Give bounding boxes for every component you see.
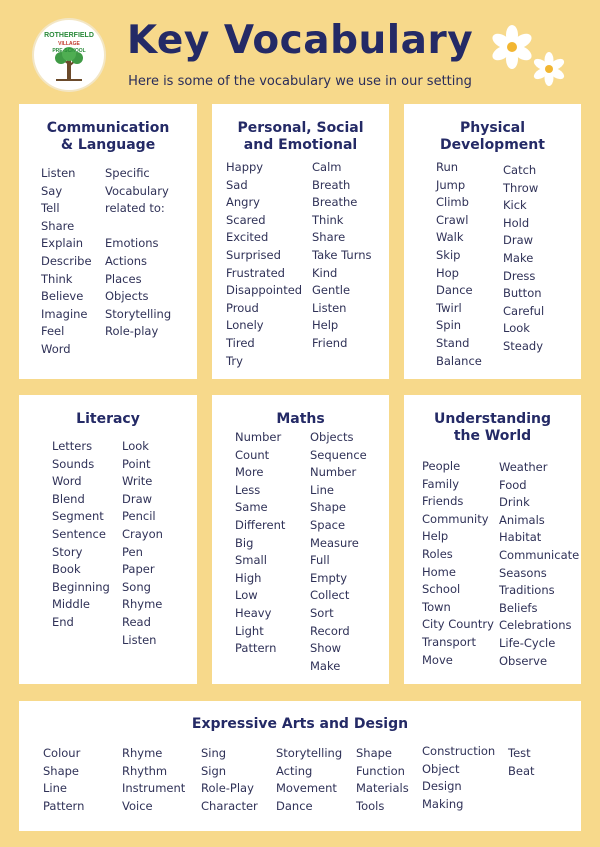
word-column (43, 745, 84, 815)
vocab-word: People (422, 459, 461, 473)
vocab-word: Frustrated (226, 265, 285, 280)
vocab-word: Movement (276, 781, 337, 796)
vocab-word: Sounds (52, 456, 95, 471)
vocab-word: Kind (312, 265, 338, 280)
vocab-word: Character (201, 798, 258, 813)
vocab-word: Family (422, 476, 460, 491)
vocab-word: Listen (312, 300, 347, 315)
vocab-word: Careful (503, 303, 545, 318)
vocab-word: Walk (436, 230, 464, 245)
vocab-word: Storytelling (276, 746, 343, 760)
vocab-word: Proud (226, 300, 259, 315)
vocab-word: Crawl (436, 212, 469, 227)
vocab-word: Kick (503, 198, 527, 213)
vocab-word: Empty (310, 570, 348, 585)
vocab-word: Make (310, 658, 341, 673)
vocab-word: Dance (276, 798, 313, 813)
vocab-word: Help (312, 318, 339, 333)
vocab-word: Instrument (122, 781, 186, 796)
card-communication-language (19, 104, 197, 379)
card-title: Literacy (76, 411, 140, 427)
vocab-word: Hold (503, 215, 530, 230)
vocab-word: Tools (356, 798, 385, 813)
vocab-word: Friends (422, 494, 464, 509)
vocab-word: Shape (310, 500, 347, 515)
vocab-word: Lonely (226, 318, 264, 333)
vocab-word: Number (235, 430, 282, 444)
vocab-word: Line (310, 482, 334, 497)
vocab-word: Object (422, 761, 460, 776)
vocab-word: Crayon (122, 526, 163, 541)
word-column (422, 458, 494, 669)
word-column (508, 745, 535, 780)
vocab-word: Role-Play (201, 781, 254, 796)
vocab-word: Town (422, 599, 451, 614)
vocab-word: Beat (508, 763, 535, 778)
vocab-word: Observe (499, 653, 548, 668)
vocab-word: Show (310, 641, 342, 656)
vocab-word: Small (235, 553, 267, 568)
vocab-word: Pencil (122, 509, 156, 524)
vocab-word: Look (503, 321, 530, 336)
word-column (276, 745, 342, 815)
vocab-word: Catch (503, 163, 537, 177)
vocab-word: Heavy (235, 605, 272, 620)
vocab-word: related to: (105, 201, 165, 216)
vocab-word: Surprised (226, 247, 281, 262)
vocab-word: Making (422, 796, 464, 811)
vocab-word: Point (122, 456, 151, 471)
word-column (41, 165, 92, 359)
vocab-word: Seasons (499, 565, 547, 580)
vocab-word: Breathe (312, 195, 358, 210)
vocab-word: Rhyme (122, 746, 163, 760)
vocab-word: Segment (52, 509, 104, 524)
vocab-word: Tired (226, 335, 255, 350)
vocab-word: Community (422, 511, 489, 526)
vocab-word: Listen (41, 166, 76, 180)
vocab-word: Function (356, 763, 405, 778)
vocab-word: Big (235, 535, 254, 550)
vocab-word: Food (499, 477, 527, 492)
vocab-word: Pen (122, 544, 143, 559)
vocab-word: Try (226, 353, 243, 368)
vocab-word: Jump (436, 177, 466, 192)
vocab-word: Animals (499, 512, 545, 527)
vocab-word: Share (41, 218, 75, 233)
vocab-word: Life-Cycle (499, 635, 556, 650)
vocab-word: Help (422, 529, 449, 544)
vocab-word: Communicate (499, 547, 580, 562)
word-column (356, 745, 409, 815)
card-physical-development (404, 104, 581, 379)
daisy-flowers-icon (485, 20, 575, 90)
vocab-word: Rhythm (122, 763, 168, 778)
vocab-word: Think (41, 271, 73, 286)
page-subtitle: Here is some of the vocabulary we use in our setting (128, 74, 472, 89)
vocab-word: Calm (312, 160, 342, 174)
vocab-word: Sequence (310, 447, 367, 462)
vocab-word: Story (52, 544, 83, 559)
vocab-word: Light (235, 623, 264, 638)
vocab-word: Happy (226, 160, 264, 174)
vocab-word: Word (52, 474, 82, 489)
vocab-word: Gentle (312, 283, 351, 298)
word-column (105, 165, 171, 341)
vocab-word: Explain (41, 236, 84, 251)
vocab-word: Drink (499, 495, 530, 510)
card-personal-social-emotional (212, 104, 389, 379)
vocab-word: School (422, 582, 461, 597)
vocab-word: Weather (499, 460, 548, 474)
word-column (52, 438, 110, 632)
vocab-word: Tell (41, 201, 60, 216)
vocab-word: High (235, 570, 262, 585)
vocab-word: Excited (226, 230, 269, 245)
vocab-word: Colour (43, 746, 81, 760)
card-literacy (19, 395, 197, 684)
vocab-word: Rhyme (122, 597, 163, 612)
vocab-word: Song (122, 579, 151, 594)
vocab-word: Space (310, 517, 346, 532)
vocab-word: Pattern (235, 641, 277, 656)
word-column (201, 745, 258, 815)
card-title: Expressive Arts and Design (191, 716, 409, 732)
vocab-word: Balance (436, 353, 482, 368)
vocab-word: Believe (41, 289, 84, 304)
vocab-word: Feel (41, 324, 65, 339)
vocab-word: Role-play (105, 324, 159, 339)
vocab-word: Read (122, 614, 151, 629)
vocab-word: Letters (52, 439, 93, 453)
word-column (310, 429, 367, 675)
vocab-word: Hop (436, 265, 459, 280)
word-column (499, 459, 579, 670)
vocab-word: Emotions (105, 236, 159, 251)
vocab-word: Sign (201, 763, 227, 778)
vocab-word: Collect (310, 588, 350, 603)
vocab-word: Celebrations (499, 618, 572, 633)
vocab-word: Low (235, 588, 258, 603)
vocab-word: End (52, 614, 74, 629)
vocab-word: Shape (356, 746, 393, 760)
vocab-word: Storytelling (105, 306, 172, 321)
vocab-word: Button (503, 286, 542, 301)
card-title: Understanding the World (433, 411, 551, 444)
vocab-word: Construction (422, 744, 496, 758)
vocab-word: City Country (422, 617, 494, 632)
vocab-word: Draw (503, 233, 534, 248)
vocab-word: Actions (105, 253, 148, 268)
vocab-word: Full (310, 553, 330, 568)
vocab-word: Pattern (43, 798, 85, 813)
vocab-word: Transport (422, 634, 476, 649)
vocab-word: Throw (503, 180, 539, 195)
vocab-word: Voice (122, 798, 153, 813)
vocab-word: Home (422, 564, 456, 579)
vocab-word: Friend (312, 335, 348, 350)
page-title: Key Vocabulary (126, 18, 474, 63)
vocab-word: Line (43, 781, 67, 796)
vocab-word: Specific (105, 166, 150, 180)
vocab-word: Middle (52, 597, 90, 612)
vocab-word: Twirl (436, 300, 462, 315)
vocab-word: Habitat (499, 530, 542, 545)
word-column (122, 438, 163, 649)
vocab-word: Spin (436, 318, 462, 333)
vocab-word: Think (312, 212, 344, 227)
vocab-word: Count (235, 447, 270, 462)
logo-line2: VILLAGE (58, 41, 80, 47)
vocab-word: Skip (436, 247, 461, 262)
vocab-word: Look (122, 439, 149, 453)
vocab-word: Write (122, 474, 153, 489)
card-expressive-arts-design (19, 701, 581, 831)
vocab-word: Scared (226, 212, 266, 227)
vocab-word: Shape (43, 763, 80, 778)
logo-line3: PRE-SCHOOL (52, 48, 86, 54)
vocab-word: Dress (503, 268, 536, 283)
vocab-word: Design (422, 779, 462, 794)
vocab-word: Describe (41, 253, 92, 268)
vocab-word: Traditions (499, 583, 555, 598)
vocab-word: Acting (276, 763, 313, 778)
vocab-word: Different (235, 517, 286, 532)
vocab-word: Share (312, 230, 346, 245)
vocab-word: Dance (436, 283, 473, 298)
vocab-word: Say (41, 183, 63, 198)
vocab-word: Places (105, 271, 142, 286)
vocab-word: Sing (201, 746, 227, 760)
card-title: Maths (276, 411, 325, 427)
card-title: Communication & Language (46, 120, 170, 153)
vocab-word: Measure (310, 535, 359, 550)
vocab-word: Roles (422, 546, 453, 561)
logo-line1: ROTHERFIELD (44, 32, 94, 39)
word-column (235, 429, 285, 658)
vocab-word: Number (310, 465, 357, 480)
vocab-word: Steady (503, 338, 544, 353)
word-column (226, 159, 302, 370)
vocab-word: Angry (226, 195, 260, 210)
word-column (422, 743, 495, 813)
vocab-word: Sentence (52, 526, 106, 541)
vocab-word: Record (310, 623, 350, 638)
vocab-word: Climb (436, 195, 469, 210)
card-understanding-world (404, 395, 581, 684)
word-column (503, 162, 544, 356)
vocab-word: Objects (105, 289, 149, 304)
vocab-word: Same (235, 500, 268, 515)
vocab-word: Less (235, 482, 261, 497)
word-column (122, 745, 185, 815)
vocab-word: Move (422, 652, 453, 667)
word-column (312, 159, 372, 353)
vocab-word: Stand (436, 335, 470, 350)
vocab-word: Beliefs (499, 600, 538, 615)
vocab-word: Listen (122, 632, 157, 647)
vocab-word: Draw (122, 491, 153, 506)
vocab-word: Paper (122, 562, 155, 577)
vocab-word: Vocabulary (105, 183, 169, 198)
vocab-word: Objects (310, 430, 354, 444)
card-title: Personal, Social and Emotional (237, 120, 364, 153)
vocab-word: Run (436, 160, 459, 174)
vocab-word: Book (52, 562, 81, 577)
vocab-word: Test (508, 746, 531, 760)
vocab-word: Imagine (41, 306, 88, 321)
vocab-word: Sad (226, 177, 248, 192)
vocab-word: Make (503, 250, 534, 265)
vocab-word: More (235, 465, 264, 480)
vocab-word (105, 218, 171, 236)
vocab-word: Blend (52, 491, 85, 506)
card-maths (212, 395, 389, 684)
word-column (436, 159, 482, 370)
vocab-word: Sort (310, 605, 334, 620)
vocab-word: Disappointed (226, 283, 303, 298)
vocab-word: Materials (356, 781, 409, 796)
vocab-word: Beginning (52, 579, 110, 594)
vocab-word: Word (41, 341, 71, 356)
vocab-word: Breath (312, 177, 351, 192)
vocab-word: Take Turns (312, 247, 372, 262)
card-title: Physical Development (440, 120, 545, 153)
